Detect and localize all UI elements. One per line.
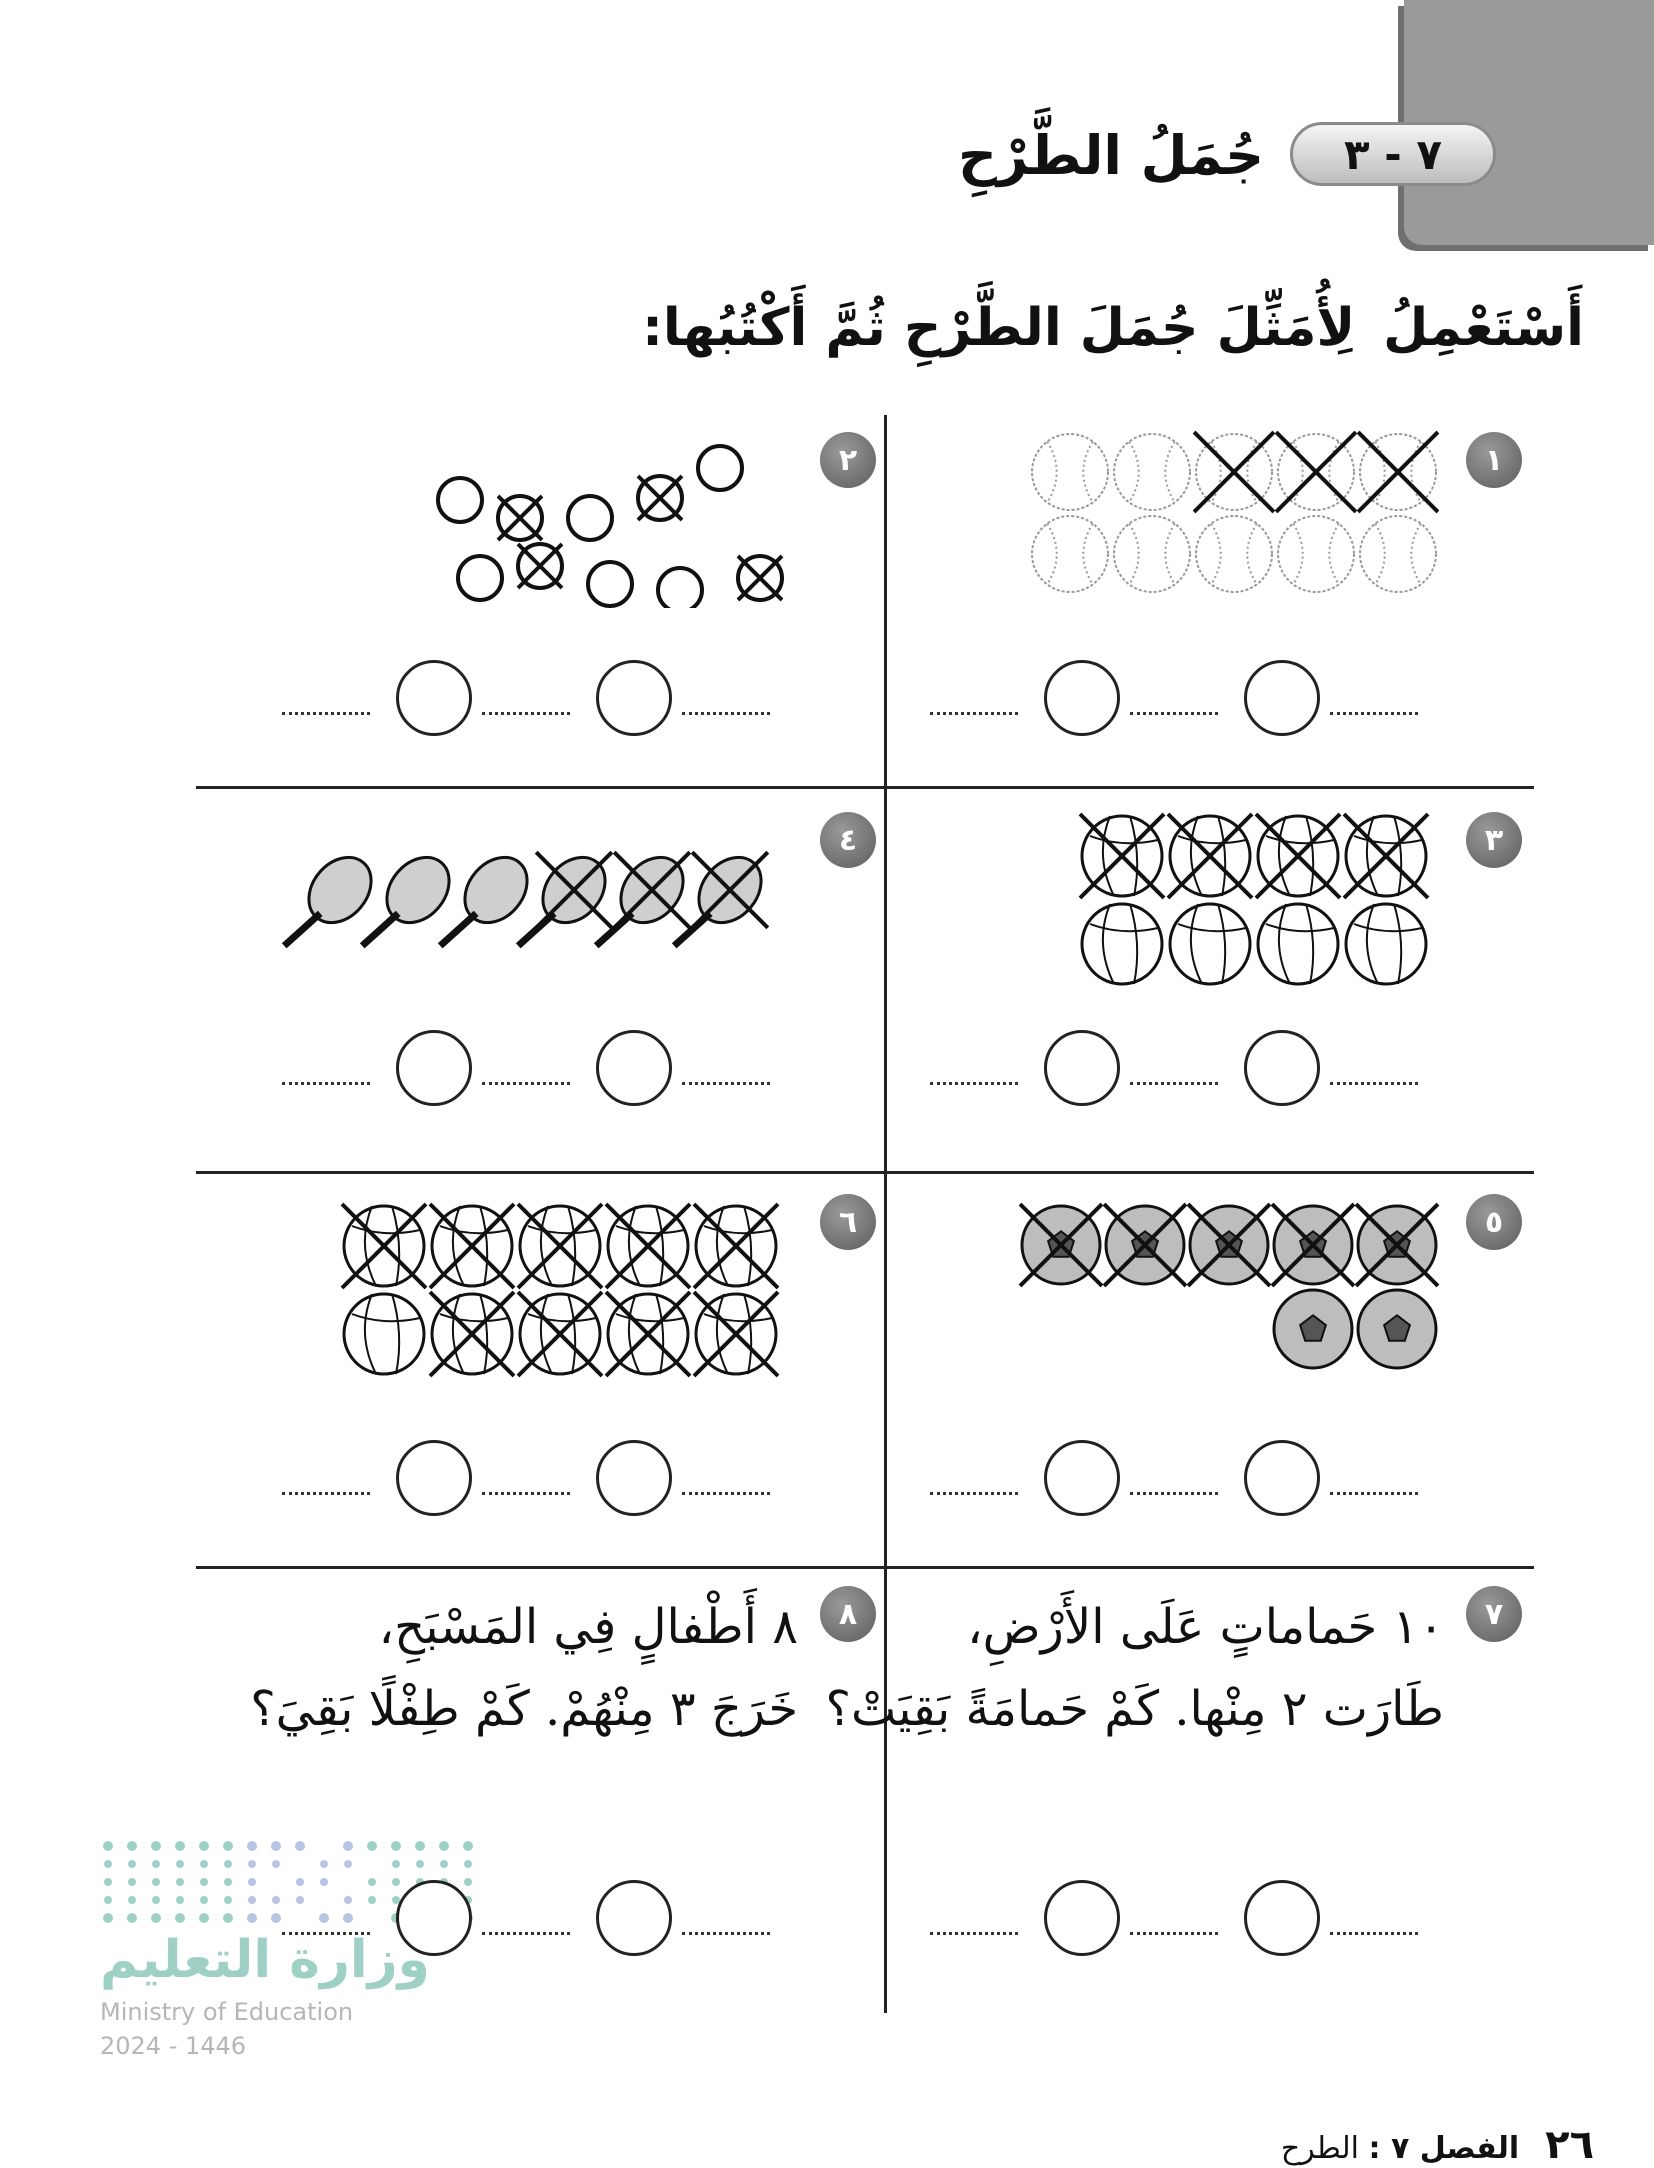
logo-dot [439, 1841, 449, 1851]
logo-dot [152, 1860, 160, 1868]
answer-blank[interactable] [282, 1492, 370, 1495]
logo-dot [416, 1860, 424, 1868]
operator-circle[interactable] [1244, 1030, 1320, 1106]
counting-item [658, 568, 702, 608]
counting-item [698, 446, 742, 490]
logo-dot [200, 1878, 208, 1886]
logo-dot [248, 1878, 256, 1886]
answer-blank[interactable] [1130, 712, 1218, 715]
subtraction-sentence-row [930, 1030, 1420, 1110]
answer-blank[interactable] [482, 1082, 570, 1085]
logo-dot [224, 1860, 232, 1868]
counting-item [1258, 904, 1338, 984]
logo-dot [151, 1841, 161, 1851]
logo-dot [415, 1841, 425, 1851]
logo-dot [248, 1896, 256, 1904]
word-problem-line: خَرَجَ ٣ مِنْهُمْ. كَمْ طِفْلًا بَقِيَ؟ [250, 1681, 798, 1737]
logo-dot [127, 1841, 137, 1851]
answer-blank[interactable] [682, 712, 770, 715]
crossed-out-item [518, 1292, 602, 1376]
operator-circle[interactable] [596, 660, 672, 736]
operator-circle[interactable] [1244, 1880, 1320, 1956]
subtraction-sentence-row [930, 660, 1420, 740]
chapter-name: الطرح [1280, 2131, 1359, 2166]
logo-dot [199, 1913, 209, 1923]
logo-dot [128, 1896, 136, 1904]
logo-dot [151, 1913, 161, 1923]
answer-blank[interactable] [1130, 1082, 1218, 1085]
crossed-out-item [606, 1292, 690, 1376]
logo-dot [320, 1860, 328, 1868]
logo-dot [248, 1860, 256, 1868]
counting-item [1278, 516, 1354, 592]
edition-year: 2024 - 1446 [100, 2032, 247, 2060]
logo-dot [463, 1841, 473, 1851]
counting-item [438, 478, 482, 522]
answer-blank[interactable] [930, 1082, 1018, 1085]
counting-item [1360, 516, 1436, 592]
logo-dot [104, 1896, 112, 1904]
logo-dot [247, 1913, 257, 1923]
word-problem-line: طَارَت ٢ مِنْها. كَمْ حَمامَةً بَقِيَتْ؟ [825, 1681, 1444, 1737]
counting-item [1196, 516, 1272, 592]
lesson-title: جُمَلُ الطَّرْحِ [957, 124, 1264, 187]
crossed-out-item [694, 1292, 778, 1376]
counting-item [588, 562, 632, 606]
exercise-number-badge: ٥ [1466, 1194, 1522, 1250]
crossed-out-item [1276, 432, 1356, 512]
counting-item [458, 556, 502, 600]
crossed-out-item [738, 556, 782, 600]
crossed-out-item [518, 1204, 602, 1288]
crossed-out-item [1020, 1204, 1102, 1286]
horizontal-divider [196, 1566, 1534, 1569]
crossed-out-item [1188, 1204, 1270, 1286]
word-problem [826, 1586, 1445, 1750]
answer-blank[interactable] [930, 712, 1018, 715]
logo-dot [224, 1896, 232, 1904]
counting-item [1032, 516, 1108, 592]
subtraction-sentence-row [282, 1030, 772, 1110]
answer-blank[interactable] [682, 1082, 770, 1085]
lesson-number-badge: ٧ - ٣ [1290, 122, 1496, 186]
exercise-number-badge: ٤ [820, 812, 876, 868]
counting-item [1346, 904, 1426, 984]
vertical-divider [884, 415, 887, 2013]
counting-item [1114, 434, 1190, 510]
crossed-out-item [694, 1204, 778, 1288]
logo-dot [464, 1860, 472, 1868]
logo-dot [104, 1878, 112, 1886]
logo-dot [295, 1841, 305, 1851]
operator-circle[interactable] [596, 1030, 672, 1106]
subtraction-sentence-row [930, 1440, 1420, 1520]
exercise-number-badge: ٨ [820, 1586, 876, 1642]
logo-dot [175, 1913, 185, 1923]
answer-blank[interactable] [930, 1932, 1018, 1935]
logo-dot [440, 1860, 448, 1868]
logo-dot [367, 1841, 377, 1851]
crossed-out-item [342, 1204, 426, 1288]
chapter-number: الفصل ٧ : [1368, 2131, 1520, 2166]
operator-circle[interactable] [596, 1880, 672, 1956]
logo-dot [152, 1896, 160, 1904]
crossed-out-item [1168, 814, 1252, 898]
subtraction-sentence-row [282, 1440, 772, 1520]
counting-item [1170, 904, 1250, 984]
logo-dot [104, 1860, 112, 1868]
logo-dot [271, 1841, 281, 1851]
operator-circle[interactable] [1244, 660, 1320, 736]
beach-balls-picture [340, 1200, 780, 1380]
operator-circle[interactable] [1044, 660, 1120, 736]
tennis-rackets-picture [230, 840, 790, 980]
crossed-out-item [430, 1292, 514, 1376]
crossed-out-item [674, 845, 774, 946]
counting-item [1114, 516, 1190, 592]
logo-dot [176, 1878, 184, 1886]
answer-blank[interactable] [682, 1932, 770, 1935]
answer-blank[interactable] [482, 1492, 570, 1495]
ministry-name-english: Ministry of Education [100, 1998, 354, 2026]
logo-dot [176, 1860, 184, 1868]
instruction-text: لِأُمَثِّلَ جُمَلَ الطَّرْحِ ثُمَّ أَكْتُبُها: [642, 298, 1356, 358]
exercise-number-badge: ٣ [1466, 812, 1522, 868]
answer-blank[interactable] [1330, 1492, 1418, 1495]
beach-balls-picture [1070, 810, 1430, 1000]
logo-dot [127, 1913, 137, 1923]
logo-dot [200, 1860, 208, 1868]
crossed-out-item [1344, 814, 1428, 898]
ministry-name-arabic: وزارة التعليم [100, 1930, 430, 1990]
horizontal-divider [196, 1171, 1534, 1174]
operator-circle[interactable] [1044, 1440, 1120, 1516]
logo-dot [224, 1878, 232, 1886]
chapter-label [1281, 2131, 1519, 2166]
logo-dot [175, 1841, 185, 1851]
crossed-out-item [1256, 814, 1340, 898]
crossed-out-item [1356, 1204, 1438, 1286]
answer-blank[interactable] [1330, 1082, 1418, 1085]
page-number: ٢٦ [1545, 2122, 1594, 2168]
logo-dot [343, 1841, 353, 1851]
exercise-number-badge: ٧ [1466, 1586, 1522, 1642]
answer-blank[interactable] [482, 712, 570, 715]
exercise-number-badge: ١ [1466, 432, 1522, 488]
word-problem-line: ١٠ حَماماتٍ عَلَى الأَرْضِ، [967, 1599, 1444, 1655]
answer-blank[interactable] [1330, 1932, 1418, 1935]
exercise-number-badge: ٢ [820, 432, 876, 488]
counting-item [568, 496, 612, 540]
instruction-verb: أَسْتَعْمِلُ [1383, 298, 1584, 358]
answer-blank[interactable] [682, 1492, 770, 1495]
exercise-number-badge: ٦ [820, 1194, 876, 1250]
crossed-out-item [1272, 1204, 1354, 1286]
baseballs-picture [1020, 428, 1440, 608]
operator-circle[interactable] [396, 1440, 472, 1516]
operator-circle[interactable] [1244, 1440, 1320, 1516]
word-problem [250, 1586, 798, 1750]
counting-item [362, 845, 462, 946]
counting-item [440, 845, 540, 946]
subtraction-sentence-row [930, 1880, 1420, 1960]
logo-dot [272, 1860, 280, 1868]
small-circles-picture [430, 428, 790, 608]
subtraction-sentence-row [282, 660, 772, 740]
operator-circle[interactable] [1044, 1030, 1120, 1106]
crossed-out-item [430, 1204, 514, 1288]
logo-dot [392, 1860, 400, 1868]
answer-blank[interactable] [482, 1932, 570, 1935]
counting-item [344, 1294, 424, 1374]
answer-blank[interactable] [282, 1082, 370, 1085]
logo-dot [391, 1841, 401, 1851]
logo-dot [199, 1841, 209, 1851]
counting-item [284, 845, 384, 946]
logo-dot [247, 1841, 257, 1851]
counting-item [1358, 1290, 1436, 1368]
logo-dot [344, 1860, 352, 1868]
logo-dot [200, 1896, 208, 1904]
page-footer [1281, 2122, 1594, 2168]
answer-blank[interactable] [930, 1492, 1018, 1495]
counting-item [1082, 904, 1162, 984]
crossed-out-item [1194, 432, 1274, 512]
logo-dot [103, 1913, 113, 1923]
operator-circle[interactable] [396, 1030, 472, 1106]
answer-blank[interactable] [1130, 1492, 1218, 1495]
answer-blank[interactable] [282, 712, 370, 715]
counting-item [1032, 434, 1108, 510]
answer-blank[interactable] [1330, 712, 1418, 715]
crossed-out-item [518, 845, 618, 946]
horizontal-divider [196, 786, 1534, 789]
crossed-out-item [596, 845, 696, 946]
logo-dot [128, 1860, 136, 1868]
logo-dot [128, 1878, 136, 1886]
crossed-out-item [518, 544, 562, 588]
operator-circle[interactable] [1044, 1880, 1120, 1956]
logo-dot [176, 1896, 184, 1904]
operator-circle[interactable] [596, 1440, 672, 1516]
operator-circle[interactable] [396, 660, 472, 736]
crossed-out-item [1358, 432, 1438, 512]
logo-dot [272, 1896, 280, 1904]
logo-dot [223, 1913, 233, 1923]
answer-blank[interactable] [1130, 1932, 1218, 1935]
logo-dot [223, 1841, 233, 1851]
crossed-out-item [638, 476, 682, 520]
logo-dot [152, 1878, 160, 1886]
counting-item [1274, 1290, 1352, 1368]
crossed-out-item [498, 496, 542, 540]
soccer-balls-picture [1010, 1200, 1440, 1380]
crossed-out-item [1104, 1204, 1186, 1286]
crossed-out-item [1080, 814, 1164, 898]
logo-dot [103, 1841, 113, 1851]
crossed-out-item [606, 1204, 690, 1288]
word-problem-line: ٨ أَطْفالٍ فِي المَسْبَحِ، [378, 1599, 798, 1655]
instruction [642, 296, 1584, 360]
logo-dot [271, 1913, 281, 1923]
